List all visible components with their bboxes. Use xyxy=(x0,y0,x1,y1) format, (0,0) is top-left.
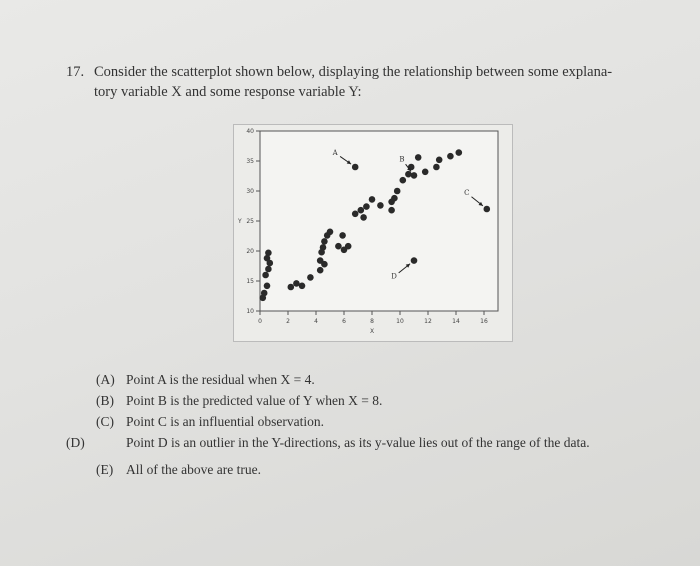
data-point xyxy=(394,188,401,195)
data-point xyxy=(352,164,359,171)
data-point xyxy=(264,283,271,290)
y-tick-label: 25 xyxy=(246,218,254,225)
data-point xyxy=(358,207,365,214)
data-point xyxy=(317,257,324,264)
y-tick-label: 40 xyxy=(246,128,254,135)
option-e[interactable]: (E) All of the above are true. xyxy=(96,462,261,477)
data-point xyxy=(436,157,443,164)
x-axis-label: X xyxy=(369,328,375,335)
x-tick-label: 0 xyxy=(258,318,262,325)
data-point xyxy=(317,267,324,274)
option-c[interactable]: (C) Point C is an influential observation. xyxy=(96,414,324,429)
x-tick-label: 4 xyxy=(314,318,318,325)
y-tick-label: 30 xyxy=(246,188,254,195)
data-point xyxy=(335,243,342,250)
x-tick-label: 10 xyxy=(396,318,404,325)
data-point xyxy=(307,274,314,281)
data-point xyxy=(369,196,376,203)
y-tick-label: 20 xyxy=(246,248,254,255)
data-point xyxy=(447,153,454,160)
answer-options xyxy=(66,370,656,481)
data-point xyxy=(456,149,463,156)
scatterplot-canvas xyxy=(234,125,512,341)
option-d[interactable]: (D) Point D is an outlier in the Y-directions, as its y-value lies out of the range of the data. xyxy=(66,435,590,450)
option-b[interactable]: (B) Point B is the predicted value of Y when X = 8. xyxy=(96,393,383,408)
data-point xyxy=(345,243,352,250)
data-point xyxy=(422,169,429,176)
data-point xyxy=(327,229,334,236)
question-number: 17. xyxy=(66,64,85,80)
data-point xyxy=(377,202,384,209)
data-point xyxy=(261,290,268,297)
data-point xyxy=(262,272,269,279)
annotation-label-c: C xyxy=(464,189,470,197)
data-point xyxy=(411,257,418,264)
question-prompt xyxy=(66,62,666,102)
y-axis-label: Y xyxy=(238,218,242,225)
x-tick-label: 2 xyxy=(286,318,290,325)
annotation-label-a: A xyxy=(332,149,338,157)
data-point xyxy=(388,207,395,214)
option-a[interactable]: (A) Point A is the residual when X = 4. xyxy=(96,372,315,387)
data-point xyxy=(405,171,412,178)
data-point xyxy=(360,214,367,221)
x-tick-label: 8 xyxy=(370,318,374,325)
data-point xyxy=(484,206,491,213)
annotation-label-d: D xyxy=(391,272,397,281)
data-point xyxy=(415,154,422,161)
annotation-label-b: B xyxy=(399,155,405,164)
data-point xyxy=(265,266,272,273)
data-point xyxy=(339,232,346,239)
data-point xyxy=(265,250,272,257)
data-point xyxy=(433,164,440,171)
data-point xyxy=(299,283,306,290)
y-tick-label: 15 xyxy=(246,278,254,285)
data-point xyxy=(391,195,398,202)
question-line-2: tory variable X and some response variable Y: xyxy=(94,84,362,100)
x-tick-label: 16 xyxy=(480,318,488,325)
data-point xyxy=(400,177,407,184)
data-point xyxy=(352,211,359,218)
y-tick-label: 10 xyxy=(246,308,254,315)
x-tick-label: 12 xyxy=(424,318,432,325)
data-point xyxy=(363,203,370,210)
data-point xyxy=(320,244,327,251)
y-tick-label: 35 xyxy=(246,158,254,165)
scatterplot xyxy=(233,124,513,342)
question-line-1: 17. Consider the scatterplot shown below, displaying the relationship between some explana- xyxy=(66,64,613,80)
data-point xyxy=(321,238,328,245)
x-tick-label: 6 xyxy=(342,318,346,325)
data-point xyxy=(411,172,418,179)
x-tick-label: 14 xyxy=(452,318,460,325)
data-point xyxy=(288,284,295,291)
